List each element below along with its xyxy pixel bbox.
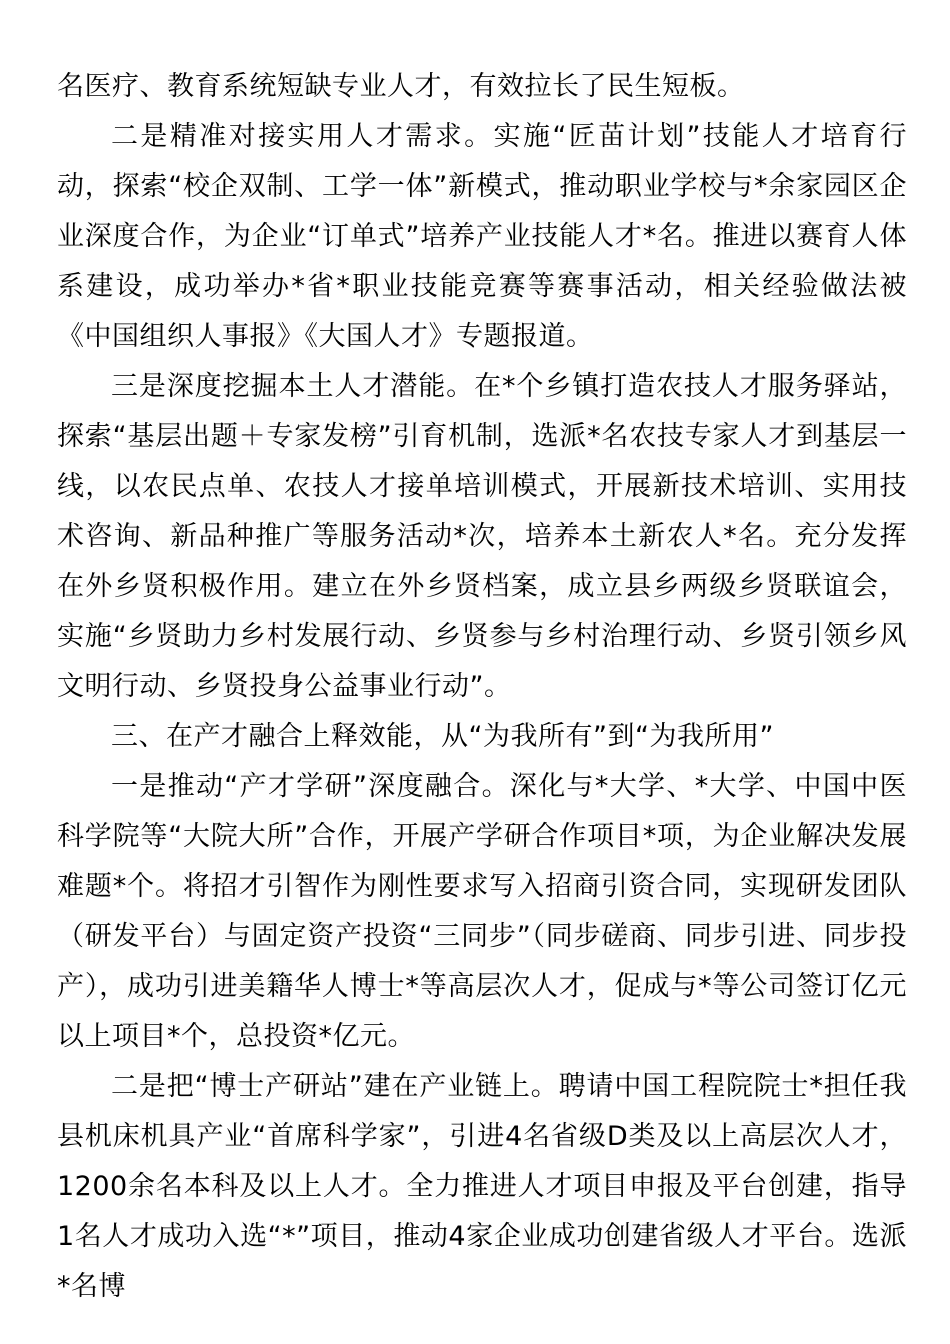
paragraph-1: 名医疗、教育系统短缺专业人才，有效拉长了民生短板。 [57,71,745,102]
document-page [57,62,907,1312]
paragraph-5: 二是把“博士产研站”建在产业链上。聘请中国工程院院士*担任我县机床机具产业“首席科学家”，引进4名省级D类及以上高层次人才，1200余名本科及以上人才。全力推进人才项目申报及平台创建，指导1名人才成功入选“*”项目，推动4家企业成功创建省级人才平台。选派*名博 [57,1071,907,1302]
paragraph-2: 二是精准对接实用人才需求。实施“匠苗计划”技能人才培育行动，探索“校企双制、工学一体”新模式，推动职业学校与*余家园区企业深度合作，为企业“订单式”培养产业技能人才*名。推进以赛育人体系建设，成功举办*省*职业技能竞赛等赛事活动，相关经验做法被《中国组织人事报》《大国人才》专题报道。 [57,121,907,352]
paragraph-3: 三是深度挖掘本土人才潜能。在*个乡镇打造农技人才服务驿站，探索“基层出题＋专家发榜”引育机制，选派*名农技专家人才到基层一线，以农民点单、农技人才接单培训模式，开展新技术培训、实用技术咨询、新品种推广等服务活动*次，培养本土新农人*名。充分发挥在外乡贤积极作用。建立在外乡贤档案，成立县乡两级乡贤联谊会，实施“乡贤助力乡村发展行动、乡贤参与乡村治理行动、乡贤引领乡风文明行动、乡贤投身公益事业行动”。 [57,371,907,702]
paragraph-4: 一是推动“产才学研”深度融合。深化与*大学、*大学、中国中医科学院等“大院大所”合作，开展产学研合作项目*项，为企业解决发展难题*个。将招才引智作为刚性要求写入招商引资合同，实现研发团队（研发平台）与固定资产投资“三同步”（同步磋商、同步引进、同步投产），成功引进美籍华人博士*等高层次人才，促成与*等公司签订亿元以上项目*个，总投资*亿元。 [57,771,907,1052]
section-heading: 三、在产才融合上释效能，从“为我所有”到“为我所用” [111,721,774,752]
